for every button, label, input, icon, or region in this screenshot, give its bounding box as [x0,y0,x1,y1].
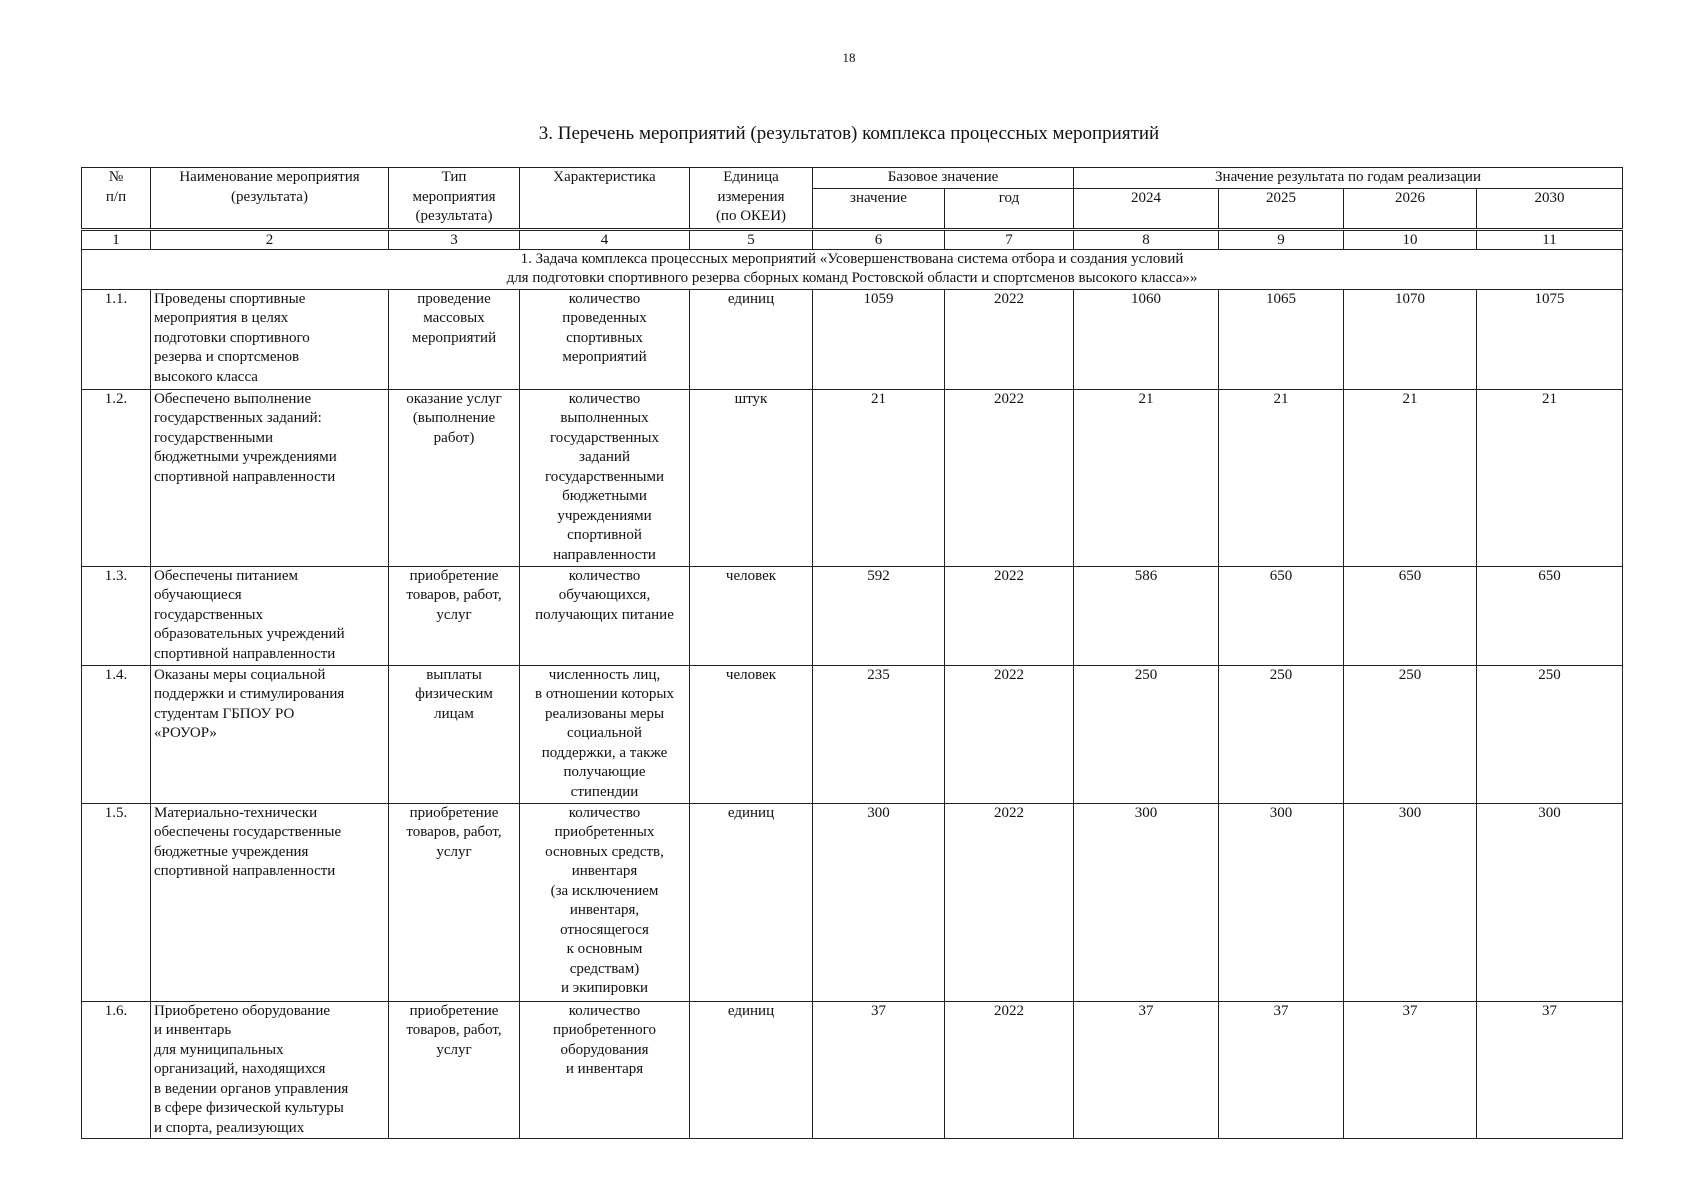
row-value-2026: 1070 [1344,289,1477,389]
column-number: 10 [1344,229,1477,249]
row-value-2026: 300 [1344,803,1477,1001]
row-number: 1.1. [82,289,151,389]
column-number: 4 [520,229,690,249]
header-base: Базовое значение [813,168,1074,189]
row-base-value: 235 [813,665,945,803]
row-name: Приобретено оборудование и инвентарь для муниципальных организаций, находящихся в ведении органов управления в сфере физической культуры и спорта, реализующих [151,1001,389,1139]
header-num [82,168,151,230]
row-number: 1.3. [82,566,151,665]
row-characteristic: количество приобретенного оборудования и инвентаря [520,1001,690,1139]
task-heading-text: 1. Задача комплекса процессных мероприятий «Усовершенствована система отбора и создания условий для подготовки спортивного резерва сборных команд Ростовской области и спортсменов высокого класса»» [506,250,1198,286]
column-number: 1 [82,229,151,249]
row-number: 1.4. [82,665,151,803]
row-value-2024: 300 [1074,803,1219,1001]
row-value-2030: 1075 [1477,289,1623,389]
row-value-2030: 37 [1477,1001,1623,1139]
row-value-2030: 250 [1477,665,1623,803]
row-type: приобретение товаров, работ, услуг [389,1001,520,1139]
row-value-2025: 1065 [1219,289,1344,389]
header-num-text: № п/п [105,169,127,205]
task-heading [82,249,1623,289]
row-value-2026: 250 [1344,665,1477,803]
row-value-2024: 250 [1074,665,1219,803]
row-unit: единиц [690,803,813,1001]
row-unit: единиц [690,1001,813,1139]
row-base-year: 2022 [945,665,1074,803]
table-row [82,389,1623,566]
row-base-value: 592 [813,566,945,665]
row-value-2025: 250 [1219,665,1344,803]
column-number: 2 [151,229,389,249]
column-numbers-row [82,229,1623,249]
row-number: 1.2. [82,389,151,566]
row-characteristic: количество обучающихся, получающих питание [520,566,690,665]
header-name-text: Наименование мероприятия (результата) [179,169,360,205]
row-value-2025: 37 [1219,1001,1344,1139]
row-characteristic: количество приобретенных основных средств, инвентаря (за исключением инвентаря, относящегося к основным средствам) и экипировки [520,803,690,1001]
column-number: 6 [813,229,945,249]
row-base-value: 37 [813,1001,945,1139]
page-title: 3. Перечень мероприятий (результатов) комплекса процессных мероприятий [538,123,1160,144]
row-unit: человек [690,566,813,665]
column-number: 3 [389,229,520,249]
header-year-2026: 2026 [1344,188,1477,229]
page-number: 18 [842,50,856,65]
row-value-2026: 21 [1344,389,1477,566]
row-name: Обеспечены питанием обучающиеся государственных образовательных учреждений спортивной направленности [151,566,389,665]
header-characteristic: Характеристика [520,168,690,230]
row-unit: единиц [690,289,813,389]
header-type [389,168,520,230]
row-value-2024: 1060 [1074,289,1219,389]
results-table [81,167,1623,1139]
row-value-2030: 21 [1477,389,1623,566]
row-type: проведение массовых мероприятий [389,289,520,389]
row-value-2030: 300 [1477,803,1623,1001]
header-by-years: Значение результата по годам реализации [1074,168,1623,189]
row-type: оказание услуг (выполнение работ) [389,389,520,566]
header-unit-text: Единица измерения (по ОКЕИ) [715,169,787,224]
header-unit [690,168,813,230]
row-name: Обеспечено выполнение государственных заданий: государственными бюджетными учреждениями спортивной направленности [151,389,389,566]
row-name: Материально-технически обеспечены государственные бюджетные учреждения спортивной направленности [151,803,389,1001]
column-number: 9 [1219,229,1344,249]
column-number: 11 [1477,229,1623,249]
header-name [151,168,389,230]
row-number: 1.6. [82,1001,151,1139]
column-number: 7 [945,229,1074,249]
row-number: 1.5. [82,803,151,1001]
row-base-value: 1059 [813,289,945,389]
column-number: 8 [1074,229,1219,249]
task-row [82,249,1623,289]
column-number: 5 [690,229,813,249]
row-type: выплаты физическим лицам [389,665,520,803]
header-row-1 [82,168,1623,189]
header-base-year: год [945,188,1074,229]
row-name: Проведены спортивные мероприятия в целях подготовки спортивного резерва и спортсменов высокого класса [151,289,389,389]
row-base-year: 2022 [945,289,1074,389]
row-characteristic: количество выполненных государственных заданий государственными бюджетными учреждениями спортивной направленности [520,389,690,566]
row-value-2024: 586 [1074,566,1219,665]
table-row [82,803,1623,1001]
header-year-2030: 2030 [1477,188,1623,229]
row-unit: штук [690,389,813,566]
row-base-year: 2022 [945,566,1074,665]
row-base-value: 21 [813,389,945,566]
row-base-value: 300 [813,803,945,1001]
row-value-2024: 21 [1074,389,1219,566]
row-value-2024: 37 [1074,1001,1219,1139]
row-value-2026: 37 [1344,1001,1477,1139]
table-row [82,665,1623,803]
row-value-2025: 21 [1219,389,1344,566]
row-characteristic: численность лиц, в отношении которых реализованы меры социальной поддержки, а также получающие стипендии [520,665,690,803]
row-type: приобретение товаров, работ, услуг [389,566,520,665]
row-characteristic: количество проведенных спортивных мероприятий [520,289,690,389]
row-value-2025: 300 [1219,803,1344,1001]
header-year-2024: 2024 [1074,188,1219,229]
row-base-year: 2022 [945,803,1074,1001]
row-unit: человек [690,665,813,803]
row-base-year: 2022 [945,389,1074,566]
row-value-2026: 650 [1344,566,1477,665]
row-type: приобретение товаров, работ, услуг [389,803,520,1001]
row-value-2025: 650 [1219,566,1344,665]
table-row [82,566,1623,665]
row-value-2030: 650 [1477,566,1623,665]
header-base-value: значение [813,188,945,229]
table-row [82,289,1623,389]
row-name: Оказаны меры социальной поддержки и стимулирования студентам ГБПОУ РО «РОУОР» [151,665,389,803]
row-base-year: 2022 [945,1001,1074,1139]
header-year-2025: 2025 [1219,188,1344,229]
table-row [82,1001,1623,1139]
header-type-text: Тип мероприятия (результата) [412,169,496,224]
